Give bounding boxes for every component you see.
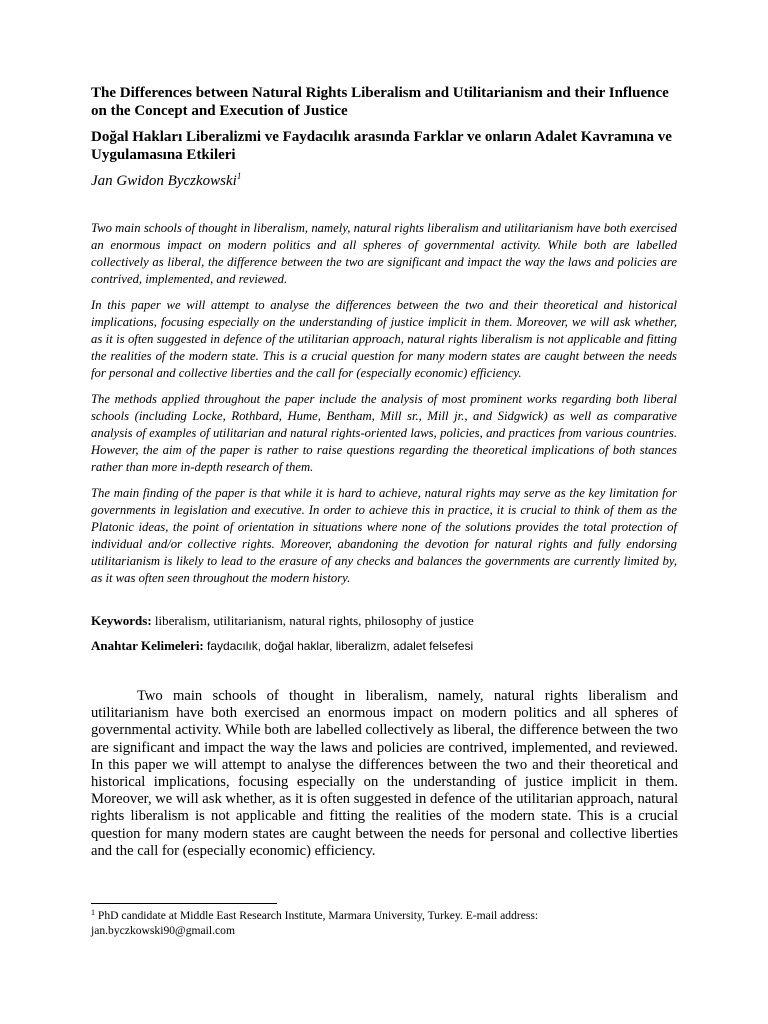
abstract — [91, 220, 677, 596]
paper-title-english: The Differences between Natural Rights Liberalism and Utilitarianism and their Influence on the Concept and Execution of Justice — [91, 85, 669, 119]
paper-title-turkish: Doğal Hakları Liberalizmi ve Faydacılık arasında Farklar ve onların Adalet Kavramına ve Uygulamasına Etkileri — [91, 129, 672, 163]
abstract-paragraph: The methods applied throughout the paper include the analysis of most prominent works regarding both liberal schools (including Locke, Rothbard, Hume, Bentham, Mill sr., Mill jr., and Sidgwick) as well as comparative analysis of examples of utilitarian and natural rights-oriented laws, policies, and practices from various countries. However, the aim of the paper is rather to raise questions regarding the theoretical implications of both stances rather than more in-depth research of them. — [91, 392, 677, 474]
keywords-tr-values: faydacılık, doğal haklar, liberalizm, adalet felsefesi — [207, 639, 474, 653]
abstract-paragraph: Two main schools of thought in liberalism, namely, natural rights liberalism and utilitarianism have both exercised an enormous impact on modern politics and all spheres of governmental activity. While both are labelled collectively as liberal, the difference between the two are significant and impact the way the laws and policies are contrived, implemented, and reviewed. — [91, 221, 677, 286]
footnote — [91, 908, 681, 938]
keywords-turkish — [91, 637, 681, 655]
keywords-values: liberalism, utilitarianism, natural rights, philosophy of justice — [154, 613, 474, 628]
author-line — [91, 172, 241, 190]
abstract-paragraph: The main finding of the paper is that while it is hard to achieve, natural rights may serve as the key limitation for governments in legislation and executive. In order to achieve this in practice, it is crucial to think of them as the Platonic ideas, the point of orientation in situations where none of the solutions provides the total protection of individual and/or collective rights. Moreover, abandoning the devotion for natural rights and fully endorsing utilitarianism is likely to lead to the erasure of any checks and balances the governments are currently limited by, as it was often seen throughout the modern history. — [91, 486, 677, 585]
keywords-tr-label: Anahtar Kelimeleri: — [91, 638, 204, 653]
body-paragraph: Two main schools of thought in liberalism, namely, natural rights liberalism and utilitarianism have both exercised an enormous impact on modern politics and all spheres of governmental activity. While both are labelled collectively as liberal, the difference between the two are significant and impact the way the laws and policies are contrived, implemented, and reviewed. In this paper we will attempt to analyse the differences between the two and their theoretical and historical implications, focusing especially on the understanding of justice implicit in them. Moreover, we will ask whether, as it is often suggested in defence of the utilitarian approach, natural rights liberalism is not applicable and fitting the realities of the modern state. This is a crucial question for many modern states are caught between the needs for personal and collective liberties and the call for (especially economic) efficiency. — [91, 688, 678, 859]
footnote-mark: 1 — [91, 908, 95, 917]
keywords-label: Keywords: — [91, 613, 152, 628]
abstract-paragraph: In this paper we will attempt to analyse the differences between the two and their theoretical and historical implications, focusing especially on the understanding of justice implicit in them. Moreover, we will ask whether, as it is often suggested in defence of the utilitarian approach, natural rights liberalism is not applicable and fitting the realities of the modern state. This is a crucial question for many modern states are caught between the needs for personal and collective liberties and the call for (especially economic) efficiency. — [91, 298, 677, 380]
keywords-english — [91, 612, 681, 629]
footnote-divider — [91, 903, 277, 904]
footnote-text: PhD candidate at Middle East Research Institute, Marmara University, Turkey. E-mail address: jan.byczkowski90@gmail.com — [91, 909, 539, 937]
author-footnote-mark: 1 — [236, 171, 242, 181]
author-name: Jan Gwidon Byczkowski — [91, 173, 237, 189]
